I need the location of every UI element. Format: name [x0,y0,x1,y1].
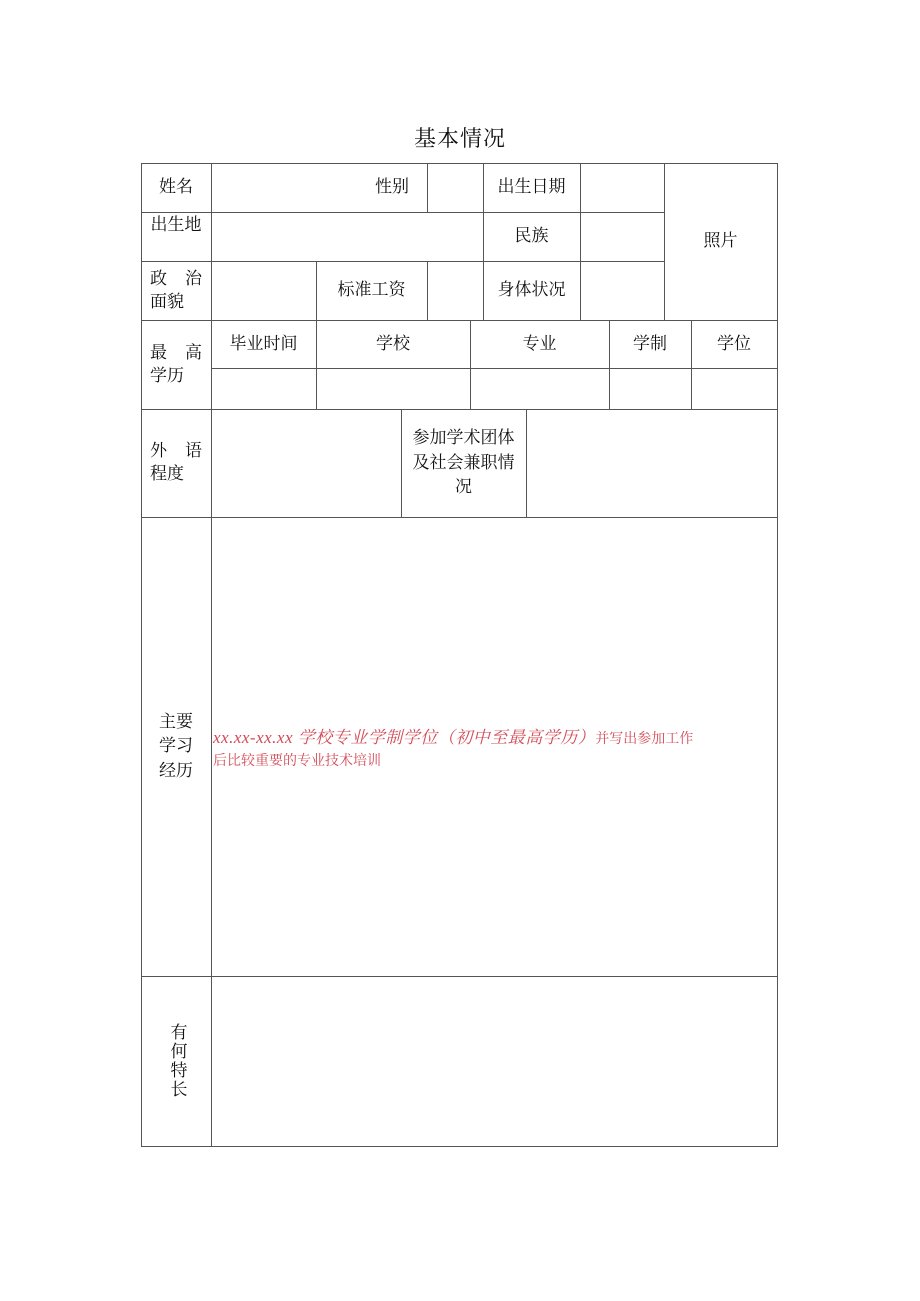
education-header-degree: 学位 [717,333,751,354]
skills-input[interactable] [212,977,777,1146]
salary-input[interactable] [428,262,483,320]
political-label: 政 治 面貌 [150,268,202,312]
skills-label: 有何特长 [166,1023,187,1099]
academic-groups-input[interactable] [527,410,777,517]
education-grad-time-input[interactable] [212,369,316,409]
health-label: 身体状况 [497,280,566,301]
gender-input[interactable] [428,164,483,212]
study-hint [213,724,775,774]
photo-box[interactable] [664,163,777,320]
page-title: 基本情况 [413,127,506,152]
academic-groups-label: 参加学术团体 及社会兼职情 况 [412,428,515,498]
education-major-input[interactable] [471,369,609,409]
study-label: 主要 学习 经历 [159,711,193,781]
education-header-grad-time: 毕业时间 [229,333,298,354]
health-input[interactable] [581,262,664,320]
table-border-bottom [141,1146,778,1147]
study-hint-main: xx.xx-xx.xx 学校专业学制学位（初中至最高学历） [213,728,596,747]
birthdate-label: 出生日期 [497,177,566,198]
language-input[interactable] [212,410,401,517]
education-header-school: 学校 [376,333,410,354]
salary-label: 标准工资 [337,280,406,301]
name-label: 姓名 [159,177,193,198]
birthdate-input[interactable] [581,164,664,212]
education-label: 最 高 学历 [150,342,202,386]
ethnicity-input[interactable] [581,213,664,261]
birthplace-label: 出生地 [150,215,202,235]
education-header-major: 专业 [522,333,557,354]
education-duration-input[interactable] [610,369,691,409]
table-border-right [777,163,778,1147]
ethnicity-label: 民族 [514,226,549,247]
education-school-input[interactable] [317,369,470,409]
language-label: 外 语 程度 [150,441,202,484]
political-input[interactable] [212,262,316,320]
gender-label: 性别 [375,177,409,198]
education-header-duration: 学制 [633,333,667,354]
study-hint-line2: 后比较重要的专业技术培训 [213,754,381,770]
birthplace-input[interactable] [212,213,483,261]
study-hint-tail: 并写出参加工作 [595,732,694,747]
name-input[interactable] [212,164,357,212]
photo-label: 照片 [703,231,738,252]
education-degree-input[interactable] [692,369,777,409]
